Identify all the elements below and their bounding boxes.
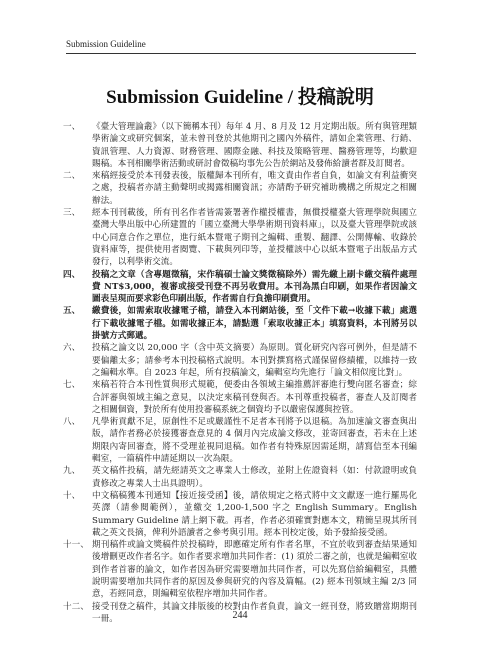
item-number: 十一、: [63, 540, 89, 551]
list-item: [63, 490, 417, 539]
page-title: Submission Guideline / 投稿說明: [106, 87, 374, 108]
item-number: 五、: [63, 306, 81, 317]
item-text: 來稿若符合本刊性質與形式規範，便委由各領域主編推薦評審進行雙向匿名審查；綜合評審與領域主編之意見，以決定來稿刊登與否。本刊尊重投稿者，審查人及訂閱者之相關個資，對於所有使用投審稿系統之個資均予以嚴密保護與控管。: [92, 380, 417, 415]
list-item: [63, 416, 417, 465]
item-text: 英文稿件投稿，請先經請英文之專業人士修改，並附上佐證資料（如：付款證明或負責修改之專業人士出具證明）。: [92, 466, 417, 489]
item-number: 九、: [63, 466, 81, 477]
item-text: 接受刊登之稿件，其論文排版後的校對由作者負責，論文一經刊登，將致贈當期期刊一冊。: [92, 601, 417, 624]
item-text: 投稿之論文以 20,000 字（含中英文摘要）為原則。質化研究內容可例外，但是請不要偏離太多；請參考本刊投稿格式說明。本刊對撰寫格式謹保留修績權，以維持一致之編輯水準。自 2023 年起，所有投稿論文，編輯室均先進行「論文相似度比對」。: [92, 343, 417, 378]
list-item: [63, 539, 417, 600]
item-number: 十二、: [63, 601, 89, 612]
running-header: Submission Guideline: [66, 39, 146, 49]
list-item: [63, 465, 417, 490]
header-rule: [66, 53, 416, 54]
list-item: [63, 170, 417, 207]
guideline-list: [63, 121, 417, 625]
item-text: 凡學術貢獻不足，原創性不足或嚴謹性不足者本刊將予以退稿。為加速論文審查與出版，請作者務必於接獲審查意見的 4 個月內完成論文修改，並寄回審查，若未在上述期限內寄回審查，將不受理並視同退稿。如作者有特殊原因需延期，請寫信至本刊編輯室，一篇稿件申請延期以一次為限。: [92, 417, 417, 465]
list-item: [63, 305, 417, 342]
item-number: 六、: [63, 343, 81, 354]
item-text: 投稿之文章（含專題徵稿，宋作稿碩士論文獎徵稿除外）需先繳上刷卡繳交稿件處理費 NT$3,000，複審或接受刊登不再另收費用。本刊為黑白印刷，如果作者因論文圖表呈現而要求彩色印刷出版，作者需自行負擔印刷費用。: [92, 269, 417, 305]
item-text: 期刊稿件或論文獎稿件於投稿時，即應確定所有作者名單，不宜於收到審查結果通知後增刪更改作者名字。如作者要求增加共同作者：(1) 須於二審之前，也就是編輯室收到作者首審的論文，如作者因為研究需要增加共同作者，可以先寫信給編輯室，具體說明需要增加共同作者的原因及參與研究的內容及篇幅。(2) 經本刊領域主編 2/3 同意，若經同意，則編輯室依程序增加共同作者。: [92, 540, 417, 600]
item-number: 四、: [63, 269, 81, 280]
list-item: [63, 379, 417, 416]
item-number: 十、: [63, 490, 81, 501]
item-text: 經本刊刊載後，所有刊名作者皆需簽署著作權授權書，無償授權臺大管理學院與國立臺灣大學出版中心所建置的「國立臺灣大學學術期刊資料庫」，以及臺大管理學院或該中心同意合作之單位，進行紙本暨電子期刊之編輯、重製、翻譯、公開傳輸、收錄於資料庫等，提供使用者閱覽、下載與列印等，並授權該中心以紙本暨電子出版品方式發行，以利學術交流。: [92, 208, 417, 268]
item-number: 一、: [63, 122, 81, 132]
item-text: 《臺大管理論叢》（以下簡稱本刊）每年 4 月、8 月及 12 月定期出版。所有與管理類學術論文或研究個案，並未曾刊登於其他期刊之國內外稿件，請如企業管理、行銷、資訊管理、人力資源、財務管理、國際金融、科技及策略管理、醫務管理等，均歡迎賜稿。本刊相關學術活動或研討會徵稿均事先公告於網站及發佈給讀者群及訂閱者。: [92, 122, 417, 169]
list-item: [63, 207, 417, 268]
list-item: [63, 269, 417, 306]
page-number: 244: [232, 610, 248, 621]
item-number: 七、: [63, 380, 81, 391]
item-number: 三、: [63, 208, 81, 219]
list-item: [63, 342, 417, 379]
item-number: 二、: [63, 171, 81, 182]
item-text: 來稿經接受於本刊發表後，版權歸本刊所有，唯文責由作者自負，如論文有利益衝突之處，投稿者亦請主動聲明或揭露相關資訊；亦請酌予研究補助機構之所規定之相關辦法。: [92, 171, 417, 206]
list-item: [63, 121, 417, 170]
item-number: 八、: [63, 417, 81, 428]
item-text: 中文稿稿獲本刊通知【接近接受函】後，請依規定之格式將中文文獻逐一進行羅馬化英譯（請參閱範例），並繳交 1,200-1,500 字之 English Summary。English Summary Guideline 請上網下載。再者，作者必須確實對應本文，精簡呈現其所刊載之英文長摘，俾利外語讀者之參考與引用。經本刊校定後，始予發給接受函。: [92, 490, 417, 538]
item-text: 繳費後，如需索取收據電子檔，請登入本刊網站後，至「文件下載→收據下載」處選行下載收據電子檔。如需收據正本，請點選「索取收據正本」填寫資料，本刊將另以掛號方式郵遞。: [92, 306, 417, 342]
